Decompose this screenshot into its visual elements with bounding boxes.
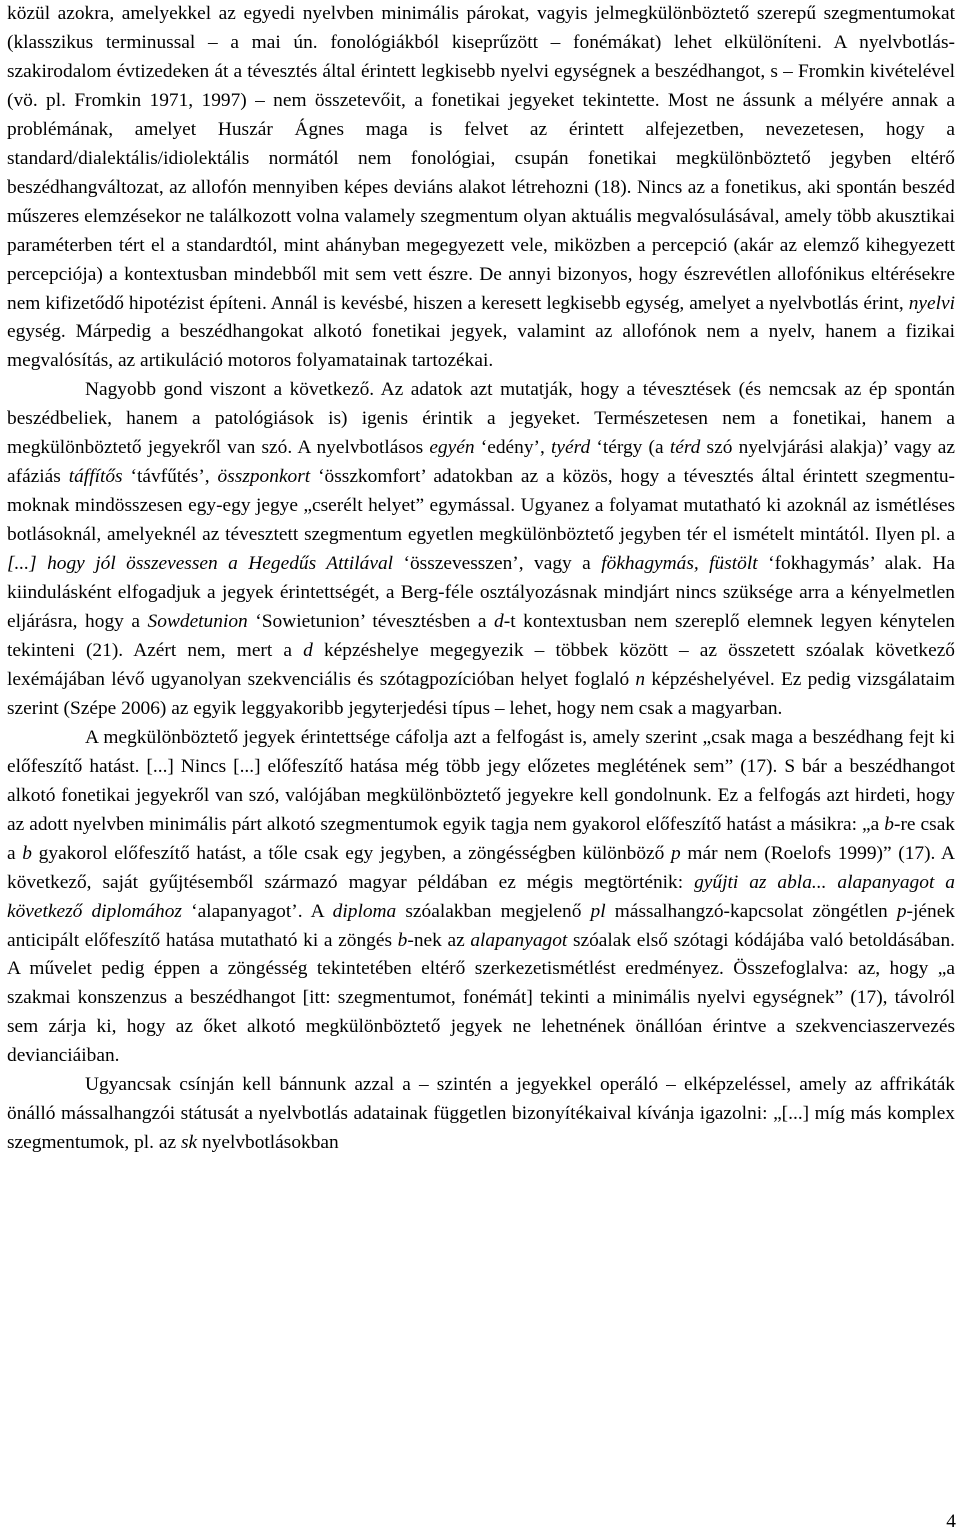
italic-text: b	[397, 929, 408, 951]
document-page	[7, 0, 955, 1158]
text-segment: közül azokra, amelyekkel az egyedi nyelvben minimális párokat, vagyis jelmegkülönböztető szerepű szegmentumokat (klasszikus terminussal – a mai ún. fonológiákból kiseprűzött – fonémákat) lehet elkülöníteni. A nyelvbotlás-szakirodalom évtizedeken át a tévesztés által érintett legkisebb nyelvi egységnek a beszédhangot, s – Fromkin kivételével (vö. pl. Fromkin 1971, 1997) – nem összetevőit, a fonetikai jegyeket tekintette. Most ne ássunk a mélyére annak a problémának, amelyet Huszár Ágnes maga is felvet az érintett alfejezetben, nevezetesen, hogy a standard/dialektális/idiolektális normától nem fonológiai, csupán fonetikai megkülönböztető jegyben eltérő beszédhangváltozat, az allofón mennyiben képes deviáns alakot létrehozni (18). Nincs az a fonetikus, aki spontán beszéd műszeres elemzésekor ne találkozott volna valamely szegmentum olyan aktuális megvalósulásával, amely több akusztikai paraméterben tért el a standardtól, mint ahányban megegyezett vele, miközben a percepció (akár az elemző kihegyezett percepciója) a kontextusban mindebből mit sem vett észre. De annyi bizonyos, hogy észrevétlen allofónikus eltérésekre nem kifizetődő hipotézist építeni. Annál is kevésbé, hiszen a keresett legkisebb egység, amelyet a nyelvbotlás érint,	[7, 3, 955, 314]
text-segment: szó nyelvjárási alakja)’ vagy az afáziás	[7, 437, 955, 488]
text-segment: -nek az	[407, 929, 471, 951]
text-segment: -re csak a	[7, 813, 955, 864]
paragraph	[7, 1071, 955, 1158]
text-segment: ‘alapanyagot’. A	[181, 900, 333, 922]
paragraph	[7, 376, 955, 723]
italic-text: pl	[590, 900, 606, 922]
italic-text: n	[635, 668, 646, 690]
text-segment: Ugyancsak csínján kell bánnunk azzal a – szintén a jegyekkel operáló – elképzeléssel, amely az affrikáták önálló mássalhangzói státusát a nyelvbotlás adatainak független bizonyítékaival kívánja igazolni: „[...] míg más komplex szegmentumok, pl. az	[7, 1074, 955, 1154]
italic-text: tyérd	[551, 437, 591, 459]
text-segment: szóalak első szótagi kódájába való betoldásában. A művelet pedig éppen a zöngésség tekintetében eltérő szerkezetismétlést eredményez. Összefoglalva: az, hogy „a szakmai konszenzus a beszédhangot [itt: szegmentumot, fonémát] tekinti a minimális nyelvi egységnek” (17), távolról sem zárja ki, hogy az őket alkotó megkülönböztető jegyek ne lehetnének önállóan érintve a szekvenciaszervezés devianciáiban.	[7, 929, 955, 1067]
page-number: 4	[946, 1511, 956, 1532]
italic-text: nyelvi	[908, 292, 955, 314]
italic-text: egyén	[429, 437, 475, 459]
text-segment: nyelvbotlásokban	[197, 1132, 339, 1154]
italic-text: összponkort	[217, 466, 311, 488]
italic-text: b	[22, 842, 32, 864]
italic-text: alapanyagot	[470, 929, 568, 951]
italic-text: d	[494, 611, 504, 633]
italic-text: b	[884, 813, 894, 835]
text-segment: ‘összevesszen’, vagy a	[393, 553, 602, 575]
text-segment: ‘térgy (a	[590, 437, 670, 459]
text-segment: ‘fokhagymás’ alak. Ha kiindulásként elfogadjuk a jegyek érintettségét, a Berg-féle osztályozásnak mindjárt nincs szüksége arra a kényelmetlen eljárásra, hogy a	[7, 553, 956, 633]
text-segment: A megkülönböztető jegyek érintettsége cáfolja azt a felfogást is, amely szerint „csak maga a beszédhang fejt ki előfeszítő hatást. [...] Nincs [...] előfeszítő hatása még több jegy előzetes meglétének sem” (17). S bár a beszédhangot alkotó fonetikai jegyekről van szó, valójában megkülönböztető jegyekre kell gondolnunk. Ez a felfogás azt hirdeti, hogy az adott nyelvben minimális párt alkotó szegmentumok egyik tagja nem gyakorol előfeszítő hatást a másikra: „a	[7, 726, 955, 835]
text-segment: -jének anticipált előfeszítő hatása mutatható ki a zöngés	[7, 900, 955, 951]
italic-text: p	[896, 900, 907, 922]
italic-text: táffítős	[68, 466, 123, 488]
text-segment: mássalhangzó-kapcsolat zöngétlen	[605, 900, 897, 922]
paragraph	[7, 0, 955, 376]
italic-text: sk	[180, 1132, 198, 1154]
text-segment: gyakorol előfeszítő hatást, a tőle csak egy jegyben, a zöngésségben különböző	[32, 842, 672, 864]
italic-text: fökhagymás, füstölt	[601, 553, 758, 575]
italic-text: diploma	[332, 900, 397, 922]
text-segment: ‘edény’,	[474, 437, 552, 459]
text-segment: egység. Márpedig a beszédhangokat alkotó fonetikai jegyek, valamint az allofónok nem a nyelv, hanem a fizikai megvalósítás, az artikuláció motoros folyamatainak tartozékai.	[7, 321, 955, 372]
italic-text: gyűjti az abla... alapanyagot a következő diplomához	[7, 871, 955, 922]
text-segment: már nem (Roelofs 1999)” (17). A következő, saját gyűjtésemből származó magyar példában ez mégis megtörténik:	[7, 842, 956, 893]
italic-text: térd	[669, 437, 701, 459]
text-segment: szóalakban megjelenő	[396, 900, 591, 922]
text-segment: képzéshelyével. Ez pedig vizsgálataim szerint (Szépe 2006) az egyik leggyakoribb jegyterjedési típus – lehet, hogy nem csak a magyarban.	[7, 668, 956, 719]
text-segment: ‘összkomfort’ adatokban az a közös, hogy a tévesztés által érintett szegmentumoknak mindösszesen egy-egy jegye „cserélt helyet” egymással. Ugyanez a folyamat mutatható ki azoknál az ismétléses botlásoknál, amelyeknél az tévesztett szegmentum egyetlen megkülönböztető jegyben tér el ismételt mintától. Ilyen pl. a	[7, 466, 955, 546]
text-segment: ‘távfűtés’,	[122, 466, 218, 488]
italic-text: [...] hogy jól összevessen a Hegedűs Attilával	[7, 553, 394, 575]
paragraph	[7, 724, 955, 1071]
italic-text: Sowdetunion	[147, 611, 248, 633]
text-segment: ‘Sowietunion’ tévesztésben a	[247, 611, 495, 633]
body-text	[7, 0, 955, 1158]
text-segment: -t kontextusban nem szereplő elemnek legyen kénytelen tekinteni (21). Azért nem, mert a	[7, 611, 955, 661]
italic-text: d	[303, 639, 313, 661]
text-segment: képzéshelye megegyezik – többek között – az összetett szóalak következő lexémájában lévő ugyanolyan szekvenciális és szótagpozícióban helyet foglaló	[7, 639, 955, 690]
text-segment: Nagyobb gond viszont a következő. Az adatok azt mutatják, hogy a tévesztések (és nemcsak az ép spontán beszédbeliek, hanem a patológiások is) igenis érintik a jegyeket. Természetesen nem a fonetikai, hanem a megkülönböztető jegyekről van szó. A nyelvbotlásos	[7, 379, 955, 459]
italic-text: p	[671, 842, 681, 864]
